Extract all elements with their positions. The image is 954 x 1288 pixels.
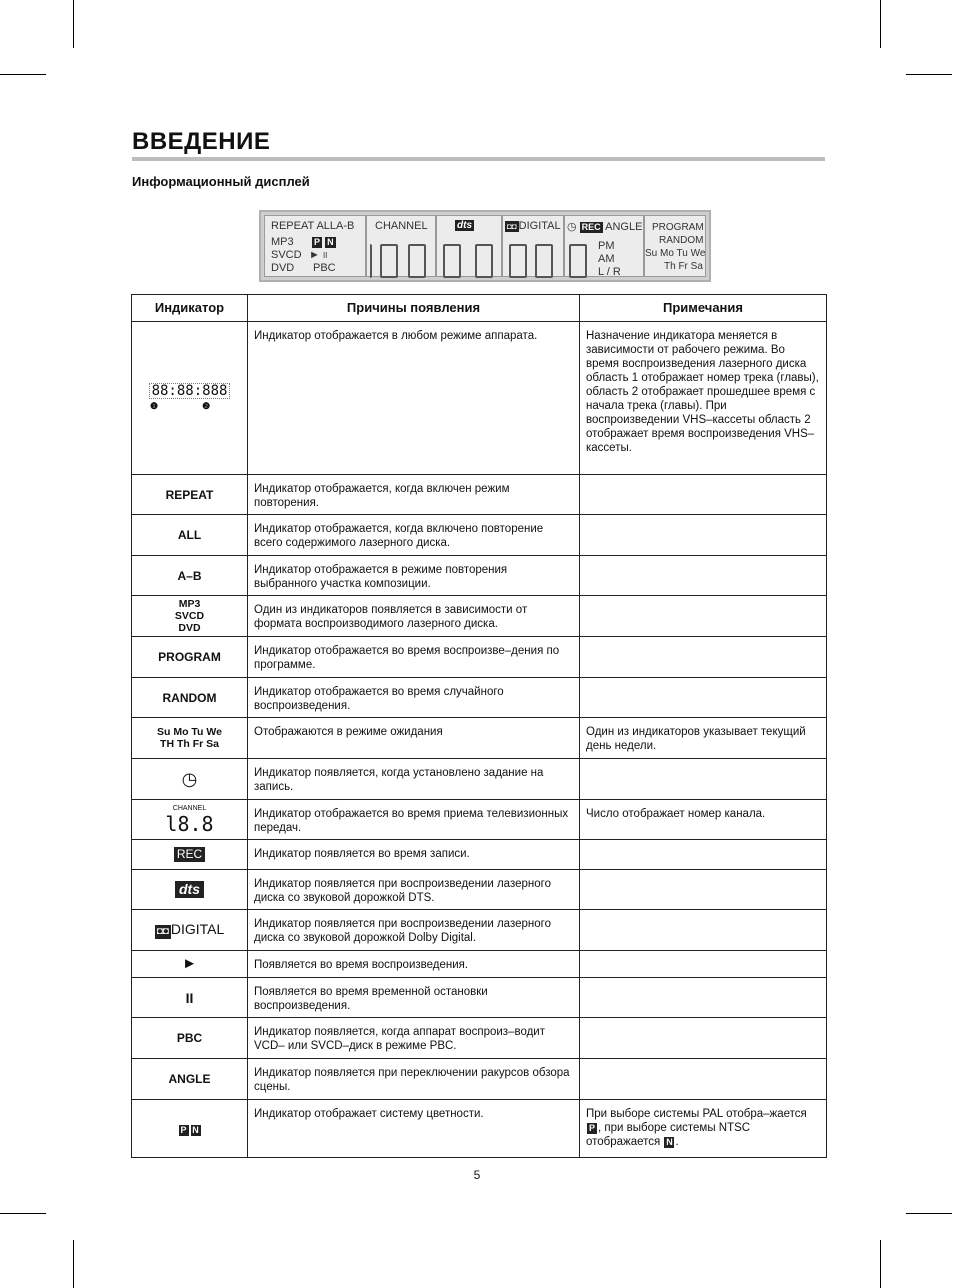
- table-row: [132, 870, 827, 910]
- lcd-digit: [443, 244, 461, 278]
- reason-cell: Отображаются в режиме ожидания: [248, 718, 580, 759]
- lcd-separator: [501, 216, 503, 276]
- note-cell: [580, 678, 827, 718]
- table-row: [132, 515, 827, 556]
- segment-display-icon: 88:88:888: [149, 383, 231, 399]
- lcd-am-label: AM: [598, 253, 615, 265]
- note-cell: [580, 870, 827, 910]
- reason-cell: Появляется во время воспроизведения.: [248, 951, 580, 978]
- digital-label: DIGITAL: [170, 920, 225, 937]
- lcd-timer-rec-angle: ◷ REC ANGLE: [567, 221, 643, 233]
- weekday-label: Su Mo Tu We: [157, 726, 222, 738]
- crop-mark: [880, 1240, 881, 1288]
- lcd-digit: [509, 244, 527, 278]
- lcd-display-illustration: [259, 210, 711, 282]
- dvd-label: DVD: [178, 622, 201, 634]
- reason-cell: Один из индикаторов появляется в зависимости от формата воспроизводимого лазерного диска.: [248, 596, 580, 637]
- indicator-table: [131, 294, 827, 1158]
- channel-digits-icon: l8.8: [165, 811, 214, 836]
- table-row: [132, 1100, 827, 1158]
- table-row: [132, 840, 827, 870]
- table-row: [132, 759, 827, 800]
- note-cell: Назначение индикатора меняется в зависимости от рабочего режима. Во время воспроизведения лазерного диска область 1 отображает номер трека (главы), область 2 отображает прошедшее время с начала трека (главы). При воспроизведении VHS–кассеты область 2 отображает время воспроизведения VHS–кассеты.: [580, 322, 827, 475]
- reason-cell: Появляется во время временной остановки воспроизведения.: [248, 978, 580, 1018]
- lcd-program-label: PROGRAM: [652, 222, 704, 233]
- table-row: [132, 718, 827, 759]
- play-icon: ►: [309, 249, 320, 261]
- lcd-lr-label: L / R: [598, 266, 621, 278]
- indicator-cell: PBC: [132, 1018, 248, 1059]
- reason-cell: Индикатор отображает систему цветности.: [248, 1100, 580, 1158]
- lcd-days-line2: Th Fr Sa: [664, 261, 703, 272]
- area-2-marker: ❷: [202, 401, 211, 411]
- mp3-label: MP3: [178, 598, 201, 610]
- indicator-cell: ALL: [132, 515, 248, 556]
- note-cell: [580, 840, 827, 870]
- reason-cell: Индикатор появляется, когда аппарат воспроиз–водит VCD– или SVCD–диск в режиме PBC.: [248, 1018, 580, 1059]
- table-row: [132, 951, 827, 978]
- note-cell: [580, 951, 827, 978]
- note-cell: Один из индикаторов указывает текущий день недели.: [580, 718, 827, 759]
- note-cell: При выборе системы PAL отобра–жается P , при выборе системы NTSC отображается N .: [580, 1100, 827, 1158]
- lcd-separator: [563, 216, 565, 276]
- column-header: Причины появления: [248, 295, 580, 322]
- indicator-cell: [132, 840, 248, 870]
- lcd-svcd-label: SVCD: [271, 249, 302, 261]
- note-cell: [580, 515, 827, 556]
- clock-icon: ◷: [132, 759, 248, 800]
- crop-mark: [73, 0, 74, 48]
- lcd-digit: [368, 244, 372, 278]
- indicator-cell: [132, 718, 248, 759]
- reason-cell: Индикатор отображается во время приема телевизионных передач.: [248, 800, 580, 840]
- ntsc-icon: N: [666, 1137, 673, 1147]
- reason-cell: Индикатор появляется при воспроизведении лазерного диска со звуковой дорожкой Dolby Digital.: [248, 910, 580, 951]
- reason-cell: Индикатор отображается, когда включен режим повторения.: [248, 475, 580, 515]
- lcd-dts-logo: dts: [457, 220, 472, 231]
- lcd-digit: [380, 244, 398, 278]
- note-cell: [580, 596, 827, 637]
- crop-mark: [906, 1213, 952, 1214]
- channel-label: CHANNEL: [172, 804, 207, 812]
- reason-cell: Индикатор появляется, когда установлено задание на запись.: [248, 759, 580, 800]
- indicator-cell: [132, 910, 248, 951]
- note-cell: Число отображает номер канала.: [580, 800, 827, 840]
- lcd-days-line1: Su Mo Tu We: [645, 248, 706, 259]
- note-cell: [580, 910, 827, 951]
- section-subtitle: Информационный дисплей: [132, 174, 310, 189]
- lcd-pbc-label: PBC: [313, 262, 336, 274]
- ntsc-icon: N: [327, 237, 334, 247]
- lcd-channel-label: CHANNEL: [375, 220, 428, 232]
- lcd-dvd-label: DVD: [271, 262, 295, 274]
- svcd-label: SVCD: [174, 610, 205, 622]
- pal-icon: P: [180, 1124, 187, 1135]
- dts-logo-icon: dts: [175, 881, 204, 898]
- lcd-digit: [535, 244, 553, 278]
- area-1-marker: ❶: [150, 401, 159, 411]
- note-cell: [580, 556, 827, 596]
- crop-mark: [880, 0, 881, 48]
- table-row: [132, 637, 827, 678]
- crop-mark: [0, 74, 46, 75]
- reason-cell: Индикатор отображается в режиме повторения выбранного участка композиции.: [248, 556, 580, 596]
- table-row: [132, 910, 827, 951]
- lcd-play-pause: [309, 249, 327, 261]
- clock-icon: ◷: [567, 221, 577, 233]
- crop-mark: [73, 1240, 74, 1288]
- lcd-separator: [365, 216, 367, 276]
- dolby-logo-icon: ◘◘: [156, 925, 169, 937]
- crop-mark: [0, 1213, 46, 1214]
- lcd-digit: [408, 244, 426, 278]
- indicator-cell: [132, 800, 248, 840]
- lcd-separator: [643, 216, 645, 276]
- lcd-mp3-label: MP3: [271, 236, 294, 248]
- pal-icon: P: [314, 237, 321, 247]
- indicator-cell: [132, 870, 248, 910]
- reason-cell: Индикатор появляется во время записи.: [248, 840, 580, 870]
- table-header-row: [132, 295, 827, 322]
- note-cell: [580, 637, 827, 678]
- table-row: [132, 556, 827, 596]
- table-row: [132, 322, 827, 475]
- rec-icon: REC: [581, 222, 601, 232]
- table-row: [132, 1018, 827, 1059]
- table-row: [132, 596, 827, 637]
- column-header: Примечания: [580, 295, 827, 322]
- pause-icon: II: [322, 251, 328, 260]
- indicator-cell: ANGLE: [132, 1059, 248, 1100]
- indicator-cell: RANDOM: [132, 678, 248, 718]
- reason-cell: Индикатор появляется при переключении ракурсов обзора сцены.: [248, 1059, 580, 1100]
- play-icon: ►: [132, 951, 248, 978]
- lcd-pm-label: PM: [598, 240, 615, 252]
- lcd-digit: [475, 244, 493, 278]
- lcd-repeat-label: REPEAT ALLA-B: [271, 220, 355, 232]
- table-row: [132, 475, 827, 515]
- lcd-digit: [569, 244, 587, 278]
- reason-cell: Индикатор отображается во время случайного воспроизведения.: [248, 678, 580, 718]
- reason-cell: Индикатор появляется при воспроизведении лазерного диска со звуковой дорожкой DTS.: [248, 870, 580, 910]
- reason-cell: Индикатор отображается, когда включено повторение всего содержимого лазерного диска.: [248, 515, 580, 556]
- indicator-cell: PROGRAM: [132, 637, 248, 678]
- page-number: 5: [473, 1168, 481, 1182]
- crop-mark: [906, 74, 952, 75]
- lcd-separator: [435, 216, 437, 276]
- reason-cell: Индикатор отображается во время воспроизве–дения по программе.: [248, 637, 580, 678]
- table-row: [132, 678, 827, 718]
- lcd-random-label: RANDOM: [659, 235, 704, 246]
- lcd-color-system: [312, 236, 336, 248]
- column-header: Индикатор: [132, 295, 248, 322]
- reason-cell: Индикатор отображается в любом режиме аппарата.: [248, 322, 580, 475]
- indicator-cell: A–B: [132, 556, 248, 596]
- pause-icon: II: [132, 978, 248, 1018]
- note-cell: [580, 1059, 827, 1100]
- indicator-cell: REPEAT: [132, 475, 248, 515]
- weekday-label: TH Th Fr Sa: [160, 738, 219, 750]
- title-rule: [132, 157, 825, 161]
- lcd-dolby-digital: ◘◘ DIGITAL: [507, 220, 561, 232]
- ntsc-icon: N: [192, 1124, 199, 1135]
- indicator-cell: [132, 596, 248, 637]
- note-cell: [580, 759, 827, 800]
- note-cell: [580, 1018, 827, 1059]
- table-row: [132, 978, 827, 1018]
- rec-icon: REC: [174, 847, 205, 862]
- table-row: [132, 800, 827, 840]
- note-cell: [580, 475, 827, 515]
- indicator-cell: [132, 322, 248, 475]
- indicator-cell: [132, 1100, 248, 1158]
- note-cell: [580, 978, 827, 1018]
- pal-icon: P: [588, 1123, 595, 1133]
- table-row: [132, 1059, 827, 1100]
- page-title: ВВЕДЕНИЕ: [132, 128, 271, 155]
